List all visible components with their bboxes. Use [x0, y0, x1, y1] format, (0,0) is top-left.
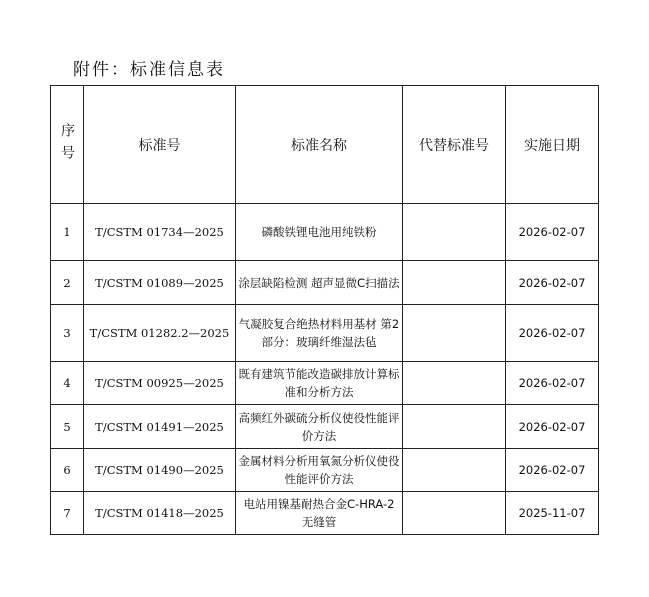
row-replaced: [403, 305, 506, 362]
row-impl-date: 2026-02-07: [506, 261, 599, 305]
row-replaced: [403, 261, 506, 305]
row-std-no: T/CSTM 01282.2—2025: [84, 305, 236, 362]
table-row: [51, 305, 599, 362]
table-row: [51, 405, 599, 449]
row-impl-date: 2026-02-07: [506, 362, 599, 405]
row-seq: 4: [51, 362, 84, 405]
row-replaced: [403, 449, 506, 492]
row-std-name: 高频红外碳硫分析仪使役性能评价方法: [236, 405, 403, 449]
row-seq: 7: [51, 492, 84, 535]
header-seq: 序号: [51, 86, 84, 204]
table-header-row: [51, 86, 599, 204]
row-impl-date: 2026-02-07: [506, 204, 599, 261]
header-impl-date: 实施日期: [506, 86, 599, 204]
row-std-name: 金属材料分析用氧氮分析仪使役性能评价方法: [236, 449, 403, 492]
row-replaced: [403, 492, 506, 535]
row-std-no: T/CSTM 01089—2025: [84, 261, 236, 305]
row-std-name: 既有建筑节能改造碳排放计算标准和分析方法: [236, 362, 403, 405]
table-row: [51, 261, 599, 305]
table-row: [51, 449, 599, 492]
row-impl-date: 2026-02-07: [506, 305, 599, 362]
document-title: 附件：标准信息表: [73, 60, 225, 80]
row-std-no: T/CSTM 01734—2025: [84, 204, 236, 261]
row-std-name: 磷酸铁锂电池用纯铁粉: [236, 204, 403, 261]
table-row: [51, 204, 599, 261]
row-seq: 5: [51, 405, 84, 449]
row-replaced: [403, 204, 506, 261]
row-replaced: [403, 362, 506, 405]
row-impl-date: 2026-02-07: [506, 449, 599, 492]
row-seq: 2: [51, 261, 84, 305]
table-row: [51, 492, 599, 535]
row-replaced: [403, 405, 506, 449]
row-seq: 6: [51, 449, 84, 492]
header-std-no: 标准号: [84, 86, 236, 204]
row-seq: 3: [51, 305, 84, 362]
row-std-name: 涂层缺陷检测 超声显微C扫描法: [236, 261, 403, 305]
row-std-no: T/CSTM 01490—2025: [84, 449, 236, 492]
header-std-name: 标准名称: [236, 86, 403, 204]
row-std-no: T/CSTM 00925—2025: [84, 362, 236, 405]
row-seq: 1: [51, 204, 84, 261]
header-replaced: 代替标准号: [403, 86, 506, 204]
row-std-no: T/CSTM 01491—2025: [84, 405, 236, 449]
row-impl-date: 2026-02-07: [506, 405, 599, 449]
row-std-name: 气凝胶复合绝热材料用基材 第2部分：玻璃纤维湿法毡: [236, 305, 403, 362]
row-impl-date: 2025-11-07: [506, 492, 599, 535]
table-row: [51, 362, 599, 405]
row-std-no: T/CSTM 01418—2025: [84, 492, 236, 535]
standards-table: [50, 85, 599, 535]
row-std-name: 电站用镍基耐热合金C-HRA-2无缝管: [236, 492, 403, 535]
